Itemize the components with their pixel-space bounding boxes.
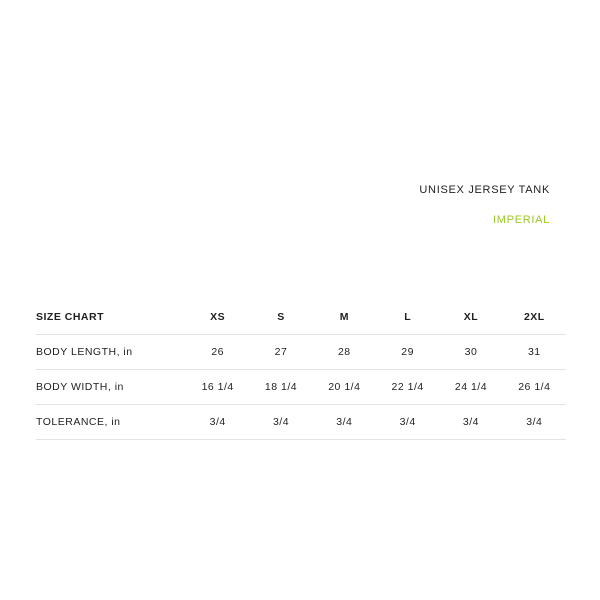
size-header-xl: XL — [439, 300, 502, 335]
table-header-row — [36, 300, 566, 335]
cell-body-width-xl: 24 1/4 — [439, 370, 502, 405]
unit-system-label: IMPERIAL — [493, 214, 550, 226]
cell-body-length-2xl: 31 — [503, 335, 566, 370]
cell-tolerance-s: 3/4 — [249, 405, 312, 440]
row-label-body-length: BODY LENGTH, in — [36, 335, 186, 370]
size-header-m: M — [313, 300, 376, 335]
table-row — [36, 405, 566, 440]
chart-header — [419, 182, 550, 228]
cell-tolerance-xl: 3/4 — [439, 405, 502, 440]
size-chart-table-wrapper — [36, 300, 566, 440]
row-label-body-width: BODY WIDTH, in — [36, 370, 186, 405]
size-header-xs: XS — [186, 300, 249, 335]
size-header-l: L — [376, 300, 439, 335]
cell-body-width-2xl: 26 1/4 — [503, 370, 566, 405]
cell-tolerance-xs: 3/4 — [186, 405, 249, 440]
cell-tolerance-2xl: 3/4 — [503, 405, 566, 440]
table-row — [36, 335, 566, 370]
product-title: UNISEX JERSEY TANK — [419, 184, 550, 196]
size-chart-table-body — [36, 335, 566, 440]
cell-body-length-s: 27 — [249, 335, 312, 370]
cell-body-length-xl: 30 — [439, 335, 502, 370]
cell-tolerance-m: 3/4 — [313, 405, 376, 440]
size-chart-title: SIZE CHART — [36, 300, 186, 335]
cell-body-width-l: 22 1/4 — [376, 370, 439, 405]
cell-body-width-m: 20 1/4 — [313, 370, 376, 405]
cell-body-length-m: 28 — [313, 335, 376, 370]
size-header-s: S — [249, 300, 312, 335]
size-chart-table — [36, 300, 566, 440]
cell-body-length-xs: 26 — [186, 335, 249, 370]
cell-body-width-s: 18 1/4 — [249, 370, 312, 405]
cell-body-width-xs: 16 1/4 — [186, 370, 249, 405]
cell-body-length-l: 29 — [376, 335, 439, 370]
size-chart-table-head — [36, 300, 566, 335]
row-label-tolerance: TOLERANCE, in — [36, 405, 186, 440]
size-header-2xl: 2XL — [503, 300, 566, 335]
table-row — [36, 370, 566, 405]
cell-tolerance-l: 3/4 — [376, 405, 439, 440]
